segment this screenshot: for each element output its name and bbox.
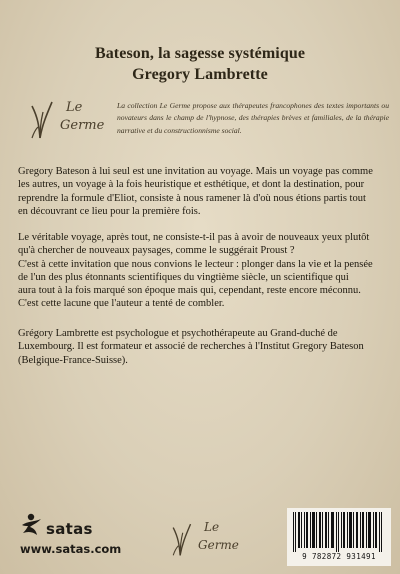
text-line: (Belgique-France-Suisse). — [18, 354, 128, 366]
logo-word-germe: Germe — [60, 118, 105, 133]
satas-figure-icon — [20, 513, 44, 539]
text-line: en découvrant ce lieu pour la première fois. — [18, 205, 201, 217]
logo-word-germe: Germe — [198, 538, 239, 552]
collection-logo-top — [26, 96, 116, 142]
text-line: Le véritable voyage, après tout, ne consiste-t-il pas à avoir de nouveaux yeux plutôt — [18, 232, 370, 243]
text-line: C'est cette lacune que l'auteur a tenté de combler. — [18, 298, 225, 310]
collection-description: La collection Le Germe propose aux thérapeutes francophones des textes importants ou novateurs dans le champ de l'hypnose, des thérapies brèves et familiales, de la thérapie narrative et du constructionnisme social. — [117, 101, 389, 135]
text-line: Luxembourg. Il est formateur et associé de recherches à l'Institut Gregory Bateson — [18, 341, 364, 353]
publisher-url: www.satas.com — [20, 542, 122, 556]
text-line: C'est à cette invitation que nous convions le lecteur : plonger dans la vie et la pensée — [18, 258, 373, 270]
text-line: de l'un des plus étonnants scientifiques du vingtième siècle, un scientifique qui — [18, 271, 349, 283]
barcode-bars — [291, 512, 387, 552]
book-author: Gregory Lambrette — [132, 66, 268, 83]
isbn-barcode — [287, 508, 391, 566]
book-title: Bateson, la sagesse systémique — [94, 45, 306, 62]
barcode-number: 9 782872 931491 — [302, 552, 376, 561]
text-line: reprendre la formule d'Eliot, consiste à nous ramener là d'où nous étions partis tout — [18, 192, 366, 204]
summary-paragraph-2 — [18, 231, 381, 311]
author-bio — [18, 327, 381, 367]
text-line: aura tout à la fois marqué son époque mais qui, cependant, reste encore méconnu. — [18, 285, 361, 297]
sprout-icon — [168, 516, 194, 560]
text-line: Gregory Bateson à lui seul est une invitation au voyage. Mais un voyage pas comme — [18, 166, 373, 177]
summary-paragraph-1 — [18, 165, 381, 218]
logo-word-le: Le — [66, 100, 83, 115]
collection-logo-bottom — [168, 512, 248, 562]
text-line: les autres, un voyage à la fois heuristique et esthétique, et dont la destination, pour — [18, 179, 365, 191]
sprout-icon — [26, 96, 56, 140]
publisher-name: satas — [46, 520, 93, 538]
text-line: Grégory Lambrette est psychologue et psychothérapeute au Grand-duché de — [18, 328, 338, 339]
logo-word-le: Le — [204, 520, 220, 534]
text-line: qu'à chercher de nouveaux paysages, comme le suggérait Proust ? — [18, 245, 295, 257]
